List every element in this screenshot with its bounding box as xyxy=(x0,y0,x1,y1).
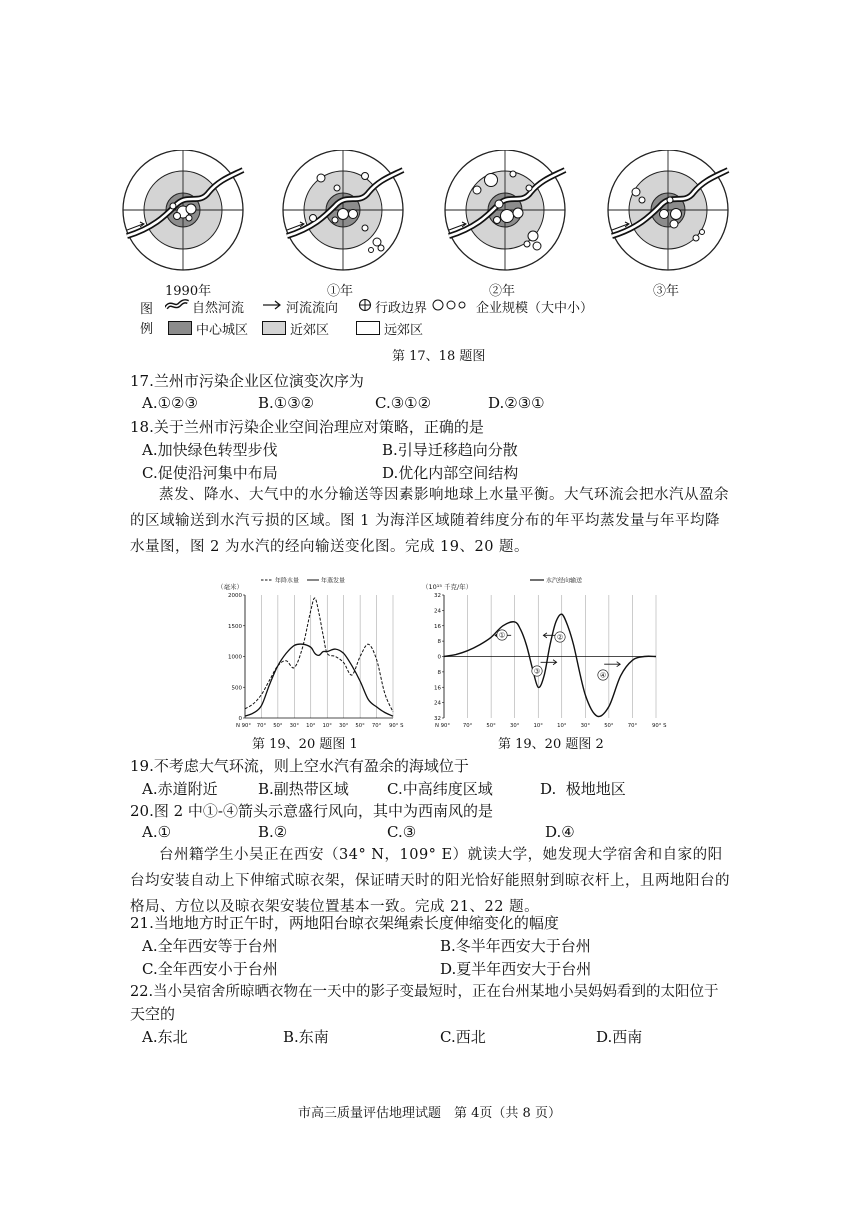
wind-marker-label: ④ xyxy=(599,671,607,680)
q20-option-d: D.④ xyxy=(545,823,575,841)
chart2-transport-line xyxy=(444,614,656,716)
x-tick-label: 50° xyxy=(486,723,496,729)
chart2-legend xyxy=(530,577,582,585)
x-tick-label: 10° xyxy=(533,723,543,729)
q19-option-a: A.赤道附近 xyxy=(142,780,218,798)
x-tick-label: 30° xyxy=(338,723,349,729)
q19-option-d: D. 极地地区 xyxy=(540,780,626,798)
legend-boundary-label: 行政边界 xyxy=(375,301,428,316)
river-legend-icon xyxy=(165,298,189,312)
q21-option-d: D.夏半年西安大于台州 xyxy=(440,960,592,978)
q22-stem-line1: 22.当小吴宿舍所晾晒衣物在一天中的影子变最短时，正在台州某地小吴妈妈看到的太阳位于 xyxy=(130,984,719,1000)
y-tick-label: 16 xyxy=(434,623,441,630)
y-tick-label: 0 xyxy=(437,654,441,661)
q20-option-a: A.① xyxy=(142,823,172,841)
q18-stem: 18.关于兰州市污染企业空间治理应对策略，正确的是 xyxy=(130,418,484,436)
y-tick-label: 16 xyxy=(434,685,441,692)
q22-stem-line2: 天空的 xyxy=(130,1005,176,1023)
x-tick-label: 50° xyxy=(604,723,614,729)
x-tick-label: 70° xyxy=(627,723,638,729)
chart2-legend-label: 水汽经向输送 xyxy=(546,577,583,585)
q17-stem: 17.兰州市污染企业区位演变次序为 xyxy=(130,372,364,390)
figure1-caption: 第 17、18 题图 xyxy=(392,349,486,364)
map-panel-3 xyxy=(608,150,728,270)
x-tick-label: 30° xyxy=(580,723,591,729)
chart1-legend-evap: 年蒸发量 xyxy=(321,577,346,585)
x-tick-label: 70° xyxy=(256,723,267,729)
page-footer: 市高三质量评估地理试题 第 4页（共 8 页） xyxy=(298,1106,561,1121)
q21-stem: 21.当地地方时正午时，两地阳台晾衣架绳索长度伸缩变化的幅度 xyxy=(130,914,559,932)
q18-option-d: D.优化内部空间结构 xyxy=(382,464,519,482)
panel-label-1: ①年 xyxy=(327,284,354,299)
x-tick-label: 30° xyxy=(509,723,520,729)
wind-marker-label: ② xyxy=(556,633,564,642)
wind-marker-label: ① xyxy=(498,631,506,640)
x-tick-label: N 90° xyxy=(434,723,450,729)
q17-option-c: C.③①② xyxy=(375,394,432,412)
panel-label-3: ③年 xyxy=(653,284,680,299)
enterprise-scale-icon xyxy=(432,299,472,311)
y-tick-label: 2000 xyxy=(228,593,242,599)
legend-title-top: 图 xyxy=(140,302,154,317)
x-tick-label: 90° S xyxy=(389,723,404,729)
boundary-icon xyxy=(358,298,372,312)
legend-flow-label: 河流流向 xyxy=(286,301,339,316)
legend-scale-label: 企业规模（大中小） xyxy=(476,301,594,316)
x-tick-label: 30° xyxy=(289,723,300,729)
x-tick-label: 10° xyxy=(557,723,567,729)
flow-arrow-icon xyxy=(262,300,282,310)
near-zone-swatch xyxy=(262,321,286,335)
y-tick-label: 500 xyxy=(231,685,242,692)
map-panel-1990 xyxy=(123,150,243,270)
x-tick-label: 10° xyxy=(306,723,316,729)
q19-option-c: C.中高纬度区域 xyxy=(387,780,493,798)
far-zone-swatch xyxy=(356,321,380,335)
q19-stem: 19.不考虑大气环流，则上空水汽有盈余的海域位于 xyxy=(130,757,469,775)
legend-river-label: 自然河流 xyxy=(192,301,245,316)
q17-option-a: A.①②③ xyxy=(142,394,198,412)
y-tick-label: 8 xyxy=(437,639,441,646)
legend-far-label: 远郊区 xyxy=(384,323,424,338)
panel-label-2: ②年 xyxy=(489,284,516,299)
x-tick-label: 10° xyxy=(322,723,332,729)
q17-option-b: B.①③② xyxy=(258,394,315,412)
passage-drying-rack: 台州籍学生小吴正在西安（34° N，109° E）就读大学，她发现大学宿舍和自家的阳台均安装自动上下伸缩式晾衣架，保证晴天时的阳光恰好能照射到晾衣杆上，且两地阳台的格局、方位以及晾衣架安装位置基本一致。完成 21、22 题。 xyxy=(130,847,730,915)
city-zone-maps xyxy=(118,150,738,300)
legend-title-bottom: 例 xyxy=(140,322,154,337)
q18-option-c: C.促使沿河集中布局 xyxy=(142,464,278,482)
y-tick-label: 32 xyxy=(434,716,441,722)
chart1-legend-precip: 年降水量 xyxy=(275,577,300,585)
chart1-ylabel: （毫米） xyxy=(217,583,243,591)
y-tick-label: 1500 xyxy=(228,623,242,630)
chart1-evap-line xyxy=(245,644,393,716)
q20-stem: 20.图 2 中①-④箭头示意盛行风向，其中为西南风的是 xyxy=(130,802,494,820)
x-tick-label: 70° xyxy=(371,723,382,729)
y-tick-label: 1000 xyxy=(228,654,242,661)
chart1-legend xyxy=(261,577,345,585)
q22-option-b: B.东南 xyxy=(283,1028,329,1046)
chart-evap-precip xyxy=(215,575,405,735)
chart2-caption: 第 19、20 题图 2 xyxy=(498,737,604,752)
q18-option-b: B.引导迁移趋向分散 xyxy=(382,441,518,459)
x-tick-label: N 90° xyxy=(235,723,251,729)
q21-option-c: C.全年西安小于台州 xyxy=(142,960,278,978)
q20-option-b: B.② xyxy=(258,823,288,841)
panel-label-1990: 1990年 xyxy=(165,284,212,299)
center-zone-swatch xyxy=(168,321,192,335)
x-tick-label: 50° xyxy=(273,723,283,729)
x-tick-label: 50° xyxy=(355,723,365,729)
q22-option-c: C.西北 xyxy=(440,1028,486,1046)
q19-option-b: B.副热带区域 xyxy=(258,780,349,798)
y-tick-label: 32 xyxy=(434,593,441,599)
legend-near-label: 近郊区 xyxy=(290,323,330,338)
map-panel-2 xyxy=(445,150,565,270)
q17-option-d: D.②③① xyxy=(488,394,545,412)
q21-option-b: B.冬半年西安大于台州 xyxy=(440,937,591,955)
wind-marker-label: ③ xyxy=(533,667,541,676)
q22-option-a: A.东北 xyxy=(142,1028,188,1046)
x-tick-label: 70° xyxy=(462,723,473,729)
legend-center-label: 中心城区 xyxy=(196,323,249,338)
map-panel-1 xyxy=(283,150,403,270)
passage-water-balance: 蒸发、降水、大气中的水分输送等因素影响地球上水量平衡。大气环流会把水汽从盈余的区域输送到水汽亏损的区域。图 1 为海洋区域随着纬度分布的年平均蒸发量与年平均降水量图，图 2 为水汽的经向输送变化图。完成 19、20 题。 xyxy=(130,487,729,555)
q18-option-a: A.加快绿色转型步伐 xyxy=(142,441,278,459)
q20-option-c: C.③ xyxy=(387,823,417,841)
x-tick-label: 90° S xyxy=(652,723,667,729)
y-tick-label: 24 xyxy=(434,608,441,615)
y-tick-label: 24 xyxy=(434,700,441,707)
chart-moisture-transport xyxy=(420,575,670,735)
y-tick-label: 0 xyxy=(238,716,242,722)
q22-option-d: D.西南 xyxy=(596,1028,643,1046)
y-tick-label: 8 xyxy=(437,669,441,676)
q21-option-a: A.全年西安等于台州 xyxy=(142,937,278,955)
chart1-caption: 第 19、20 题图 1 xyxy=(252,737,358,752)
chart2-ylabel: （10¹⁵ 千克/年） xyxy=(422,583,473,591)
